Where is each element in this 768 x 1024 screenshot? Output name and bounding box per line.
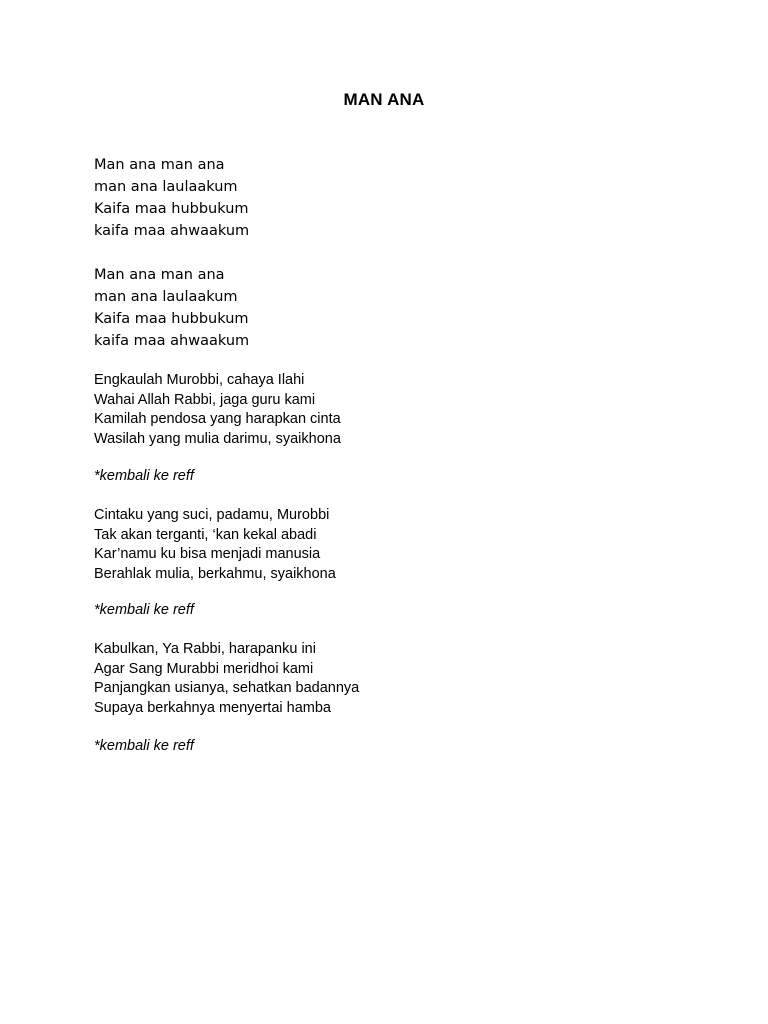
lyric-line: Kaifa maa hubbukum	[94, 311, 249, 327]
lyric-line: Man ana man ana	[94, 267, 225, 283]
lyric-line: Kabulkan, Ya Rabbi, harapanku ini	[94, 641, 316, 657]
lyric-line: man ana laulaakum	[94, 179, 238, 195]
lyric-line: kaifa maa ahwaakum	[94, 223, 250, 239]
lyric-line: Tak akan terganti, ‘kan kekal abadi	[94, 526, 317, 543]
page-title: MAN ANA	[343, 90, 425, 109]
lyric-line: Man ana man ana	[94, 157, 225, 173]
reff-note-2: *kembali ke reff	[94, 602, 194, 618]
verse-stanza-2	[94, 506, 336, 584]
lyric-line: Engkaulah Murobbi, cahaya Ilahi	[94, 372, 305, 388]
lyric-line: Panjangkan usianya, sehatkan badannya	[94, 680, 360, 696]
lyric-line: Agar Sang Murabbi meridhoi kami	[94, 660, 314, 677]
reff-stanza-1	[94, 154, 249, 242]
lyric-line: Wasilah yang mulia darimu, syaikhona	[94, 430, 341, 447]
reff-stanza-2	[94, 264, 249, 352]
lyric-line: Wahai Allah Rabbi, jaga guru kami	[94, 391, 316, 408]
reff-note-3: *kembali ke reff	[94, 738, 194, 754]
verse-stanza-3	[94, 640, 359, 718]
verse-stanza-1	[94, 371, 341, 449]
lyric-line: Cintaku yang suci, padamu, Murobbi	[94, 507, 330, 523]
lyric-line: Berahlak mulia, berkahmu, syaikhona	[94, 565, 336, 582]
lyric-line: kaifa maa ahwaakum	[94, 333, 250, 349]
lyric-line: Kaifa maa hubbukum	[94, 201, 249, 217]
reff-note-1: *kembali ke reff	[94, 468, 194, 484]
lyric-line: Kamilah pendosa yang harapkan cinta	[94, 411, 341, 427]
lyric-line: man ana laulaakum	[94, 289, 238, 305]
lyric-line: Supaya berkahnya menyertai hamba	[94, 699, 331, 716]
lyric-line: Kar’namu ku bisa menjadi manusia	[94, 546, 321, 562]
